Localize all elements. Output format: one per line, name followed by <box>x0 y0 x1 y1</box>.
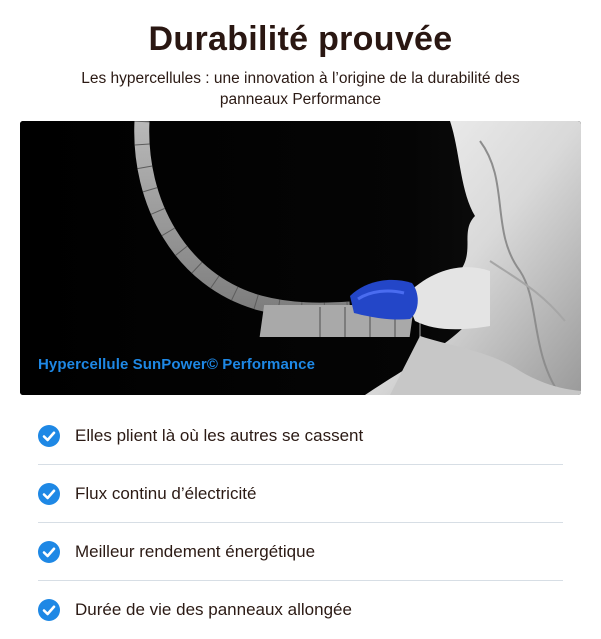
check-circle-icon <box>38 541 60 563</box>
page-subtitle: Les hypercellules : une innovation à l’origine de la durabilité des panneaux Performance <box>81 70 520 108</box>
check-circle-icon <box>38 425 60 447</box>
feature-item <box>38 581 563 638</box>
feature-item <box>38 465 563 523</box>
check-circle-icon <box>38 483 60 505</box>
feature-label: Flux continu d’électricité <box>75 483 257 503</box>
page-title: Durabilité prouvée <box>148 20 453 58</box>
header <box>0 0 601 110</box>
check-circle-icon <box>38 599 60 621</box>
feature-list <box>38 407 563 638</box>
hero-image <box>20 121 581 395</box>
feature-item <box>38 523 563 581</box>
feature-label: Durée de vie des panneaux allongée <box>75 599 352 619</box>
feature-item <box>38 407 563 465</box>
feature-label: Elles plient là où les autres se cassent <box>75 425 364 445</box>
hero-caption: Hypercellule SunPower© Performance <box>38 356 316 373</box>
feature-label: Meilleur rendement énergétique <box>75 541 316 561</box>
flexible-cell-illustration <box>20 121 581 395</box>
